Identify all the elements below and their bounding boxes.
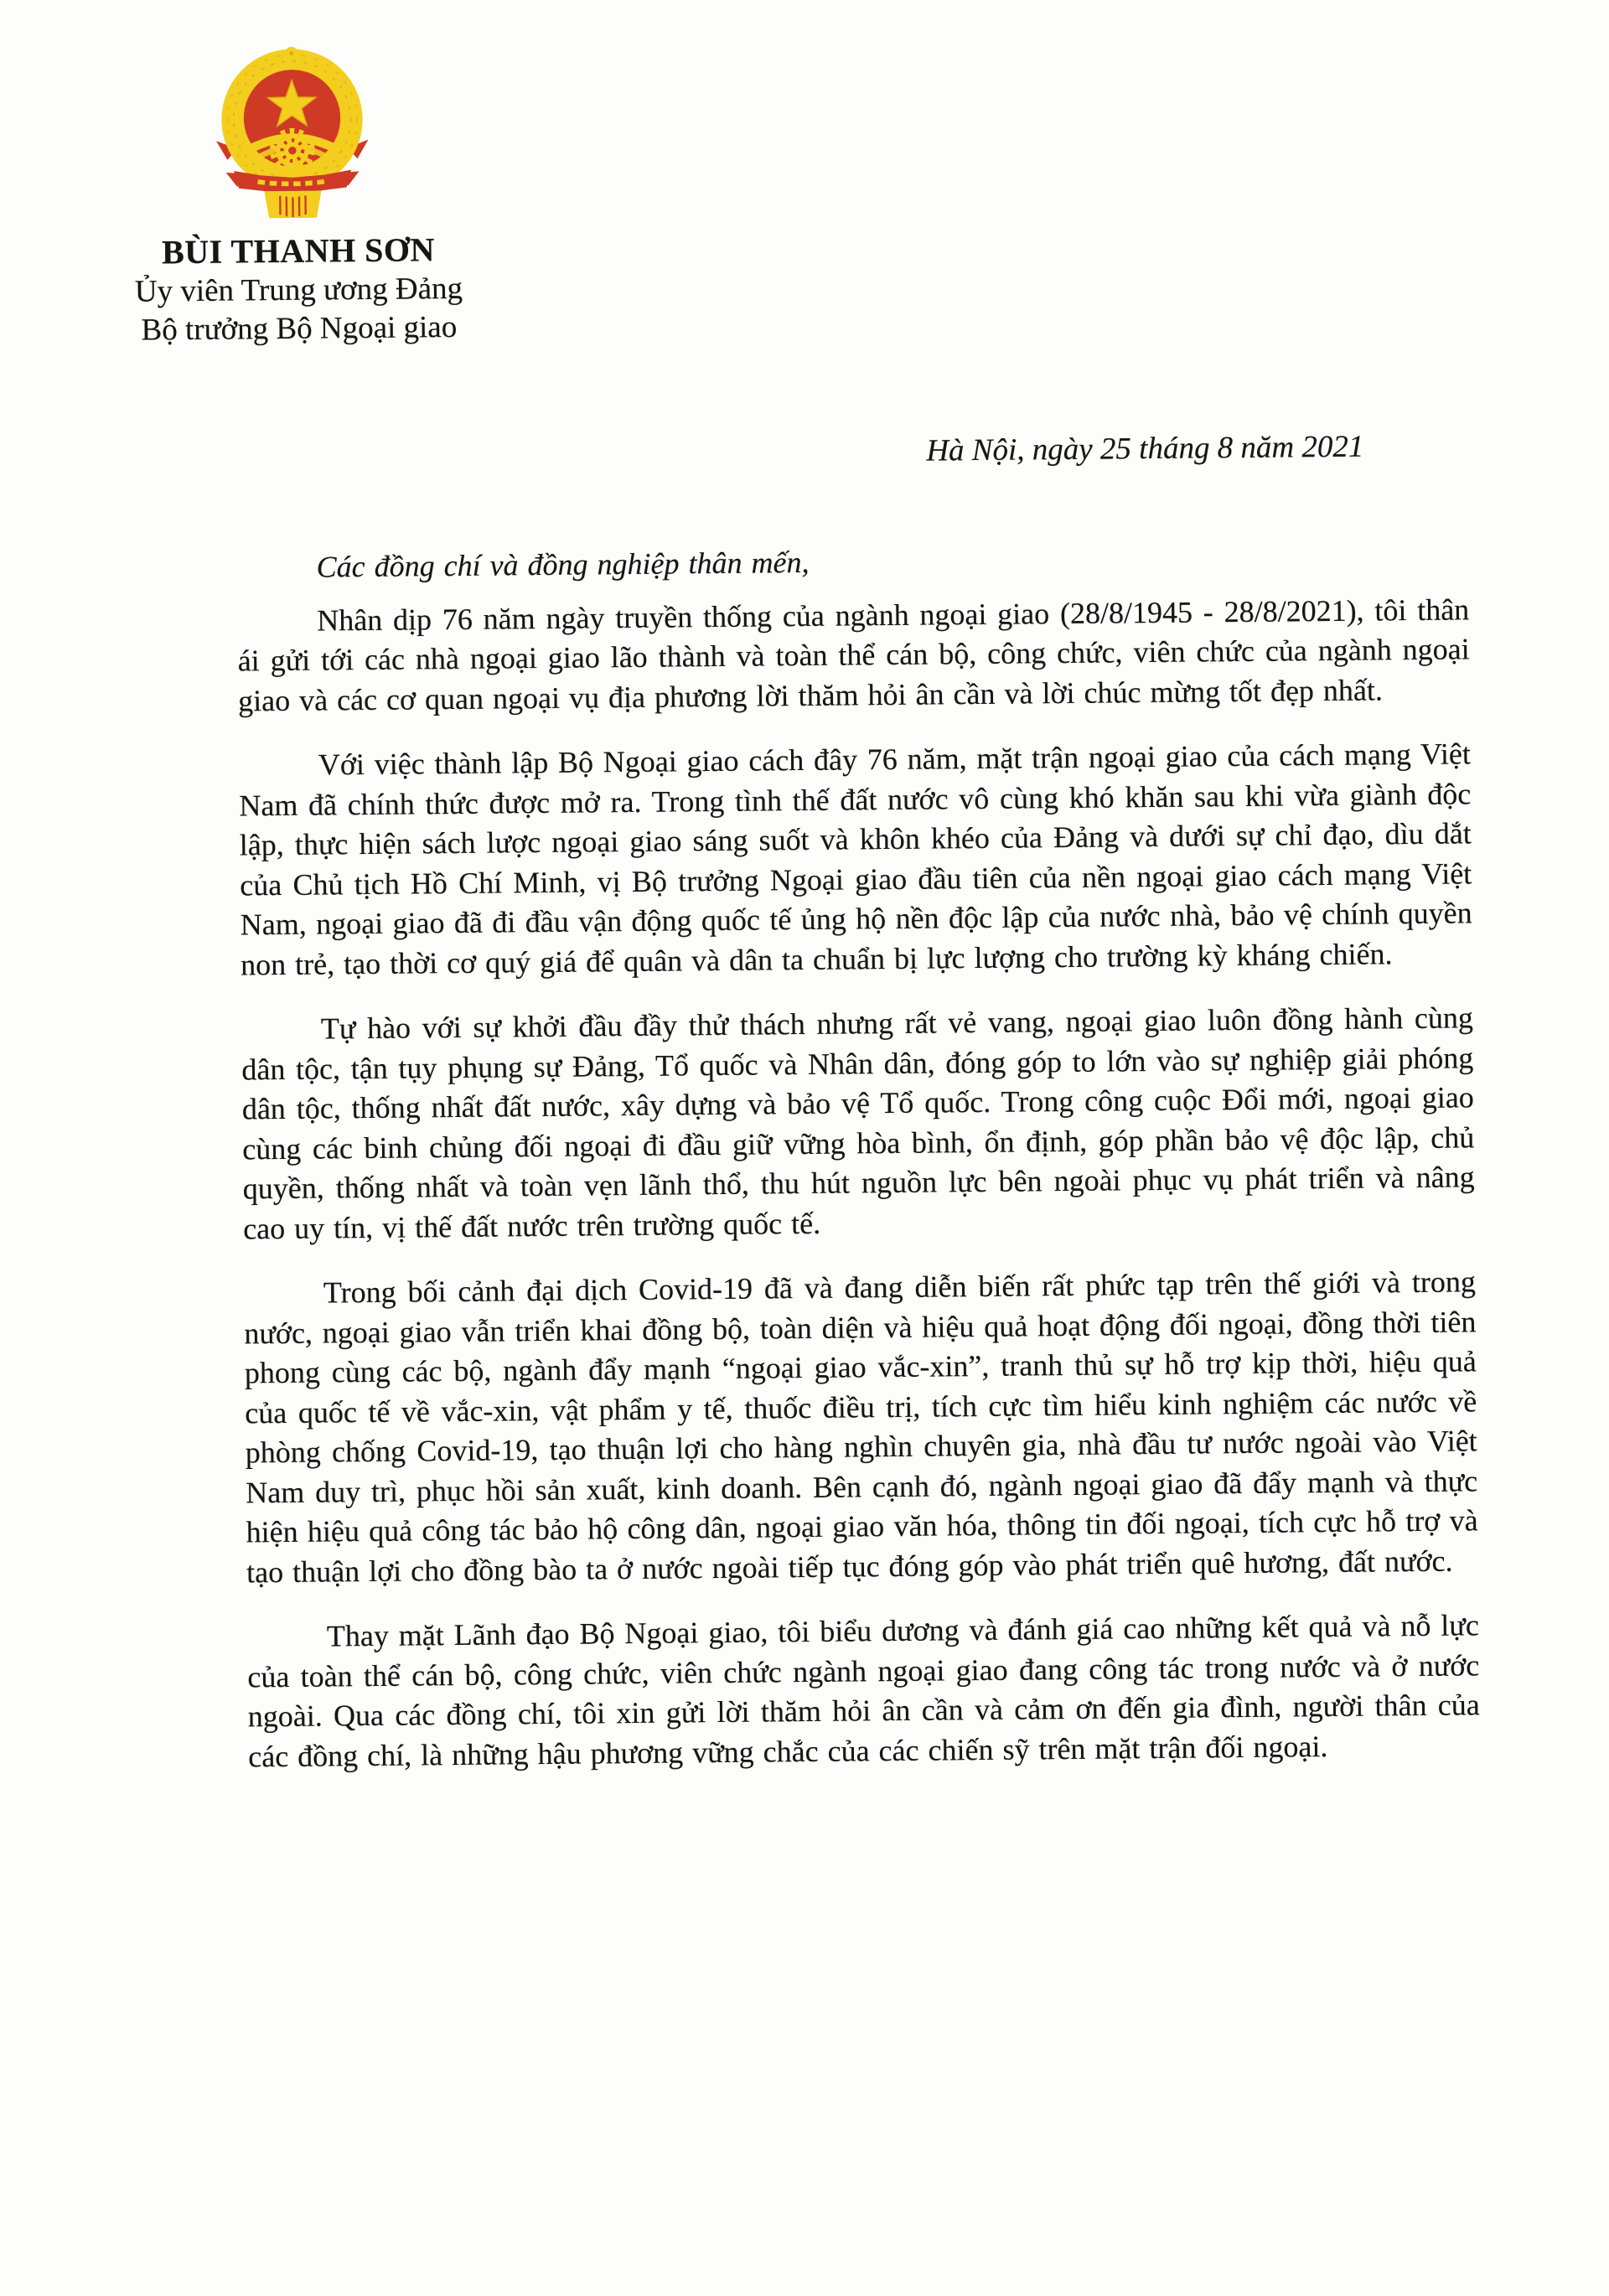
body-paragraph: Thay mặt Lãnh đạo Bộ Ngoại giao, tôi biểu dương và đánh giá cao những kết quả và nỗ lực của toàn thể cán bộ, công chức, viên chức ngành ngoại giao đang công tác trong nước và ở nước ngoài. Qua các đồng chí, tôi xin gửi lời thăm hỏi ân cần và cảm ơn đến gia đình, người thân của các đồng chí, là những hậu phương vững chắc của các chiến sỹ trên mặt trận đối ngoại.: [247, 1608, 1480, 1773]
sender-name: BÙI THANH SƠN: [161, 230, 436, 271]
vietnam-emblem-graphic: [212, 46, 373, 222]
body-paragraph: Với việc thành lập Bộ Ngoại giao cách đây 76 năm, mặt trận ngoại giao của cách mạng Việt Nam đã chính thức được mở ra. Trong tình thế đất nước vô cùng khó khăn sau khi vừa giành độc lập, thực hiện sách lược ngoại giao sáng suốt và khôn khéo của Đảng và dưới sự chỉ đạo, dìu dắt của Chủ tịch Hồ Chí Minh, vị Bộ trưởng Ngoại giao đầu tiên của nền ngoại giao cách mạng Việt Nam, ngoại giao đã đi đầu vận động quốc tế ủng hộ nền độc lập của nước nhà, bảo vệ chính quyền non trẻ, tạo thời cơ quý giá để quân và dân ta chuẩn bị lực lượng cho trường kỳ kháng chiến.: [239, 737, 1472, 981]
body-paragraph: Trong bối cảnh đại dịch Covid-19 đã và đang diễn biến rất phức tạp trên thế giới và trong nước, ngoại giao vẫn triển khai đồng bộ, toàn diện và hiệu quả hoạt động đối ngoại, đồng thời tiên phong cùng các bộ, ngành đẩy mạnh “ngoại giao vắc-xin”, tranh thủ sự hỗ trợ kịp thời, hiệu quả của quốc tế về vắc-xin, vật phẩm y tế, thuốc điều trị, tích cực tìm hiểu kinh nghiệm các nước về phòng chống Covid-19, tạo thuận lợi cho hàng nghìn chuyên gia, nhà đầu tư nước ngoài vào Việt Nam duy trì, phục hồi sản xuất, kinh doanh. Bên cạnh đó, ngành ngoại giao đã đẩy mạnh và thực hiện hiệu quả công tác bảo hộ công dân, ngoại giao văn hóa, thông tin đối ngoại, tích cực hỗ trợ và tạo thuận lợi cho đồng bào ta ở nước ngoài tiếp tục đóng góp vào phát triển quê hương, đất nước.: [244, 1264, 1478, 1589]
salutation: Các đồng chí và đồng nghiệp thân mến,: [316, 545, 810, 584]
sender-title-minister: Bộ trưởng Bộ Ngoại giao: [141, 309, 458, 348]
body-paragraph: Tự hào với sự khởi đầu đầy thử thách nhưng rất vẻ vang, ngoại giao luôn đồng hành cùng dân tộc, tận tụy phụng sự Đảng, Tổ quốc và Nhân dân, đóng góp to lớn vào sự nghiệp giải phóng dân tộc, thống nhất đất nước, xây dựng và bảo vệ Tổ quốc. Trong công cuộc Đổi mới, ngoại giao cùng các binh chủng đối ngoại đi đầu giữ vững hòa bình, ổn định, góp phần bảo vệ độc lập, chủ quyền, thống nhất và toàn vẹn lãnh thổ, thu hút nguồn lực bên ngoài phục vụ phát triển và nâng cao uy tín, vị thế đất nước trên trường quốc tế.: [241, 1001, 1475, 1245]
sender-title-party: Ủy viên Trung ương Đảng: [134, 271, 463, 309]
sender-block: [100, 229, 498, 350]
dateline: Hà Nội, ngày 25 tháng 8 năm 2021: [926, 429, 1364, 468]
letter-body: [236, 536, 1480, 1802]
body-paragraph: Nhân dịp 76 năm ngày truyền thống của ngành ngoại giao (28/8/1945 - 28/8/2021), tôi thân ái gửi tới các nhà ngoại giao lão thành và toàn thể cán bộ, công chức, viên chức của ngành ngoại giao và các cơ quan ngoại vụ địa phương lời thăm hỏi ân cần và lời chúc mừng tốt đẹp nhất.: [237, 592, 1470, 717]
vietnam-national-emblem-icon: [212, 46, 373, 222]
